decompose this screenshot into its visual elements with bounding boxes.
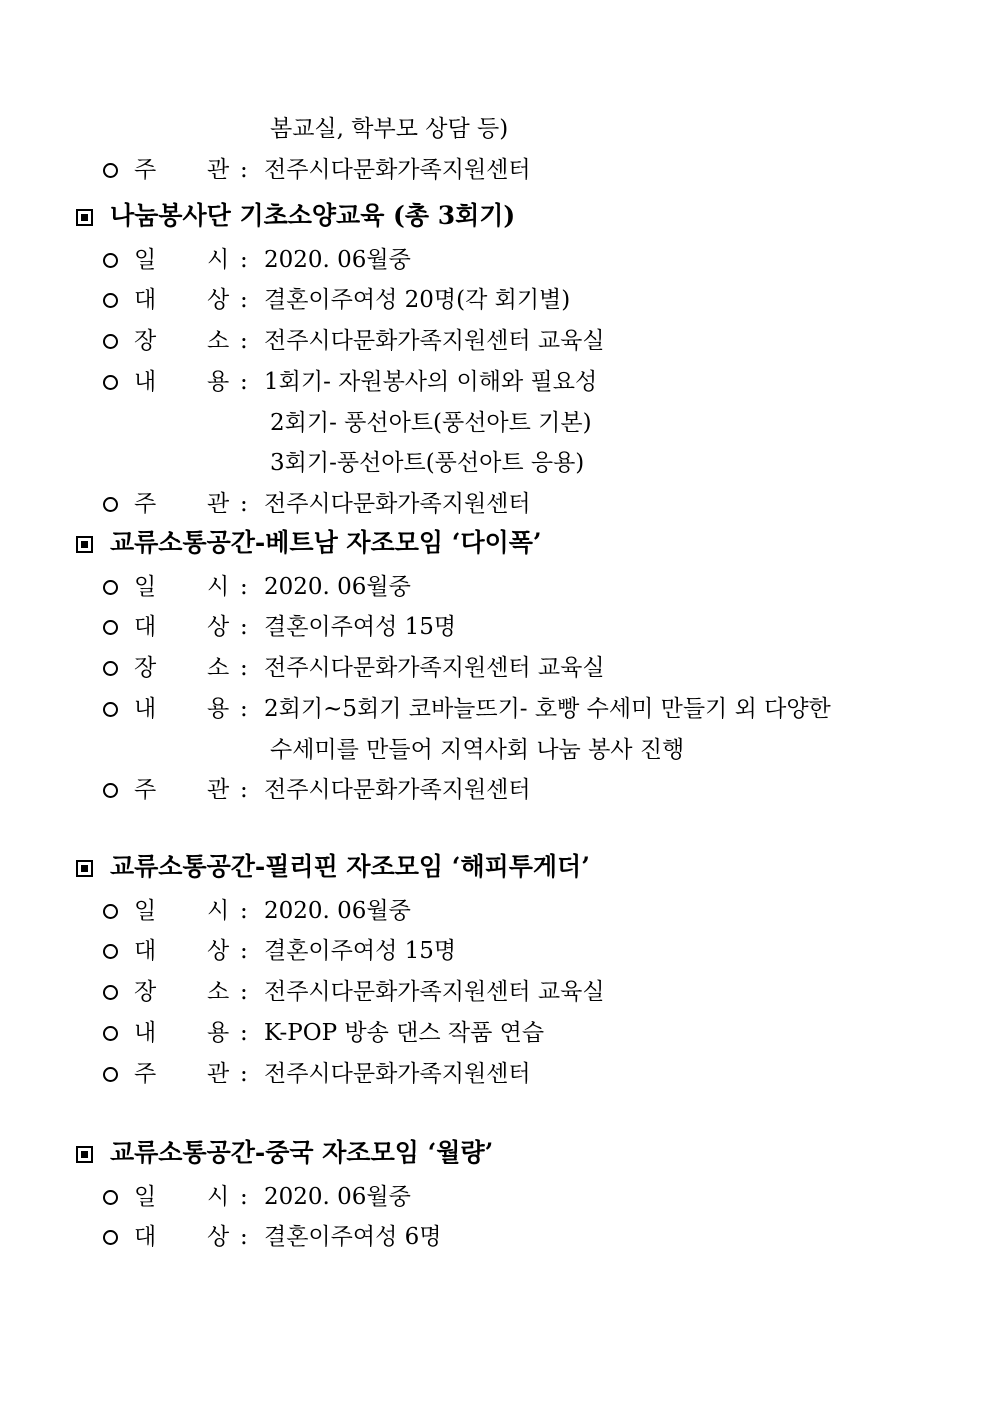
list-bullet-icon xyxy=(103,253,118,268)
field-value: 1회기- 자원봉사의 이해와 필요성 xyxy=(264,368,598,395)
field-label-first: 장 xyxy=(134,655,157,682)
list-bullet-icon xyxy=(103,163,118,178)
field-label-first: 주 xyxy=(134,777,157,804)
list-bullet-icon xyxy=(103,783,118,798)
field-label-second: 소 xyxy=(207,979,230,1006)
field-value: 2020. 06월중 xyxy=(264,897,411,924)
field-label-second: 관 xyxy=(207,777,230,804)
field-colon: : xyxy=(240,695,248,722)
field-label-first: 일 xyxy=(134,897,157,924)
field-label-second: 시 xyxy=(207,897,230,924)
field-label-first: 대 xyxy=(134,938,157,965)
field-label-second: 상 xyxy=(207,614,230,641)
field-label-second: 용 xyxy=(207,368,230,395)
section-title: 교류소통공간-베트남 자조모임 ‘다이폭’ xyxy=(110,528,542,557)
field-colon: : xyxy=(240,328,248,355)
section-title: 나눔봉사단 기초소양교육 (총 3회기) xyxy=(110,201,516,230)
field-label-second: 상 xyxy=(207,938,230,965)
field-label-first: 일 xyxy=(134,573,157,600)
list-bullet-icon xyxy=(103,904,118,919)
field-value: 전주시다문화가족지원센터 교육실 xyxy=(264,979,605,1006)
field-label-first: 장 xyxy=(134,328,157,355)
list-bullet-icon xyxy=(103,661,118,676)
list-bullet-icon xyxy=(103,293,118,308)
field-label-first: 주 xyxy=(134,156,157,183)
section-square-icon xyxy=(76,536,93,553)
field-label-second: 소 xyxy=(207,655,230,682)
field-colon: : xyxy=(240,573,248,600)
field-label-second: 용 xyxy=(207,695,230,722)
list-bullet-icon xyxy=(103,1230,118,1245)
field-label-first: 내 xyxy=(134,695,157,722)
field-value: 전주시다문화가족지원센터 xyxy=(264,777,531,804)
continued-text: 봄교실, 학부모 상담 등) xyxy=(270,116,509,142)
list-bullet-icon xyxy=(103,1067,118,1082)
section-square-icon xyxy=(76,209,93,226)
field-label-first: 대 xyxy=(134,614,157,641)
field-label-first: 일 xyxy=(134,246,157,273)
field-label-second: 시 xyxy=(207,573,230,600)
field-value: 2회기~5회기 코바늘뜨기- 호빵 수세미 만들기 외 다양한 xyxy=(264,695,831,722)
field-colon: : xyxy=(240,156,248,183)
field-label-first: 주 xyxy=(134,1060,157,1087)
field-label-first: 내 xyxy=(134,1019,157,1046)
field-value: K-POP 방송 댄스 작품 연습 xyxy=(264,1019,545,1046)
section-title: 교류소통공간-중국 자조모임 ‘월량’ xyxy=(110,1138,494,1167)
list-bullet-icon xyxy=(103,497,118,512)
field-colon: : xyxy=(240,655,248,682)
section-title: 교류소통공간-필리핀 자조모임 ‘해피투게더’ xyxy=(110,852,590,881)
section-square-icon xyxy=(76,860,93,877)
field-colon: : xyxy=(240,979,248,1006)
field-value: 2020. 06월중 xyxy=(264,1183,411,1210)
field-label-second: 소 xyxy=(207,328,230,355)
field-colon: : xyxy=(240,246,248,273)
field-label-second: 시 xyxy=(207,246,230,273)
field-value: 2020. 06월중 xyxy=(264,246,411,273)
field-colon: : xyxy=(240,1183,248,1210)
field-value: 전주시다문화가족지원센터 xyxy=(264,1060,531,1087)
field-label-first: 내 xyxy=(134,368,157,395)
list-bullet-icon xyxy=(103,1026,118,1041)
field-label-first: 장 xyxy=(134,979,157,1006)
field-colon: : xyxy=(240,287,248,314)
field-colon: : xyxy=(240,614,248,641)
field-value: 결혼이주여성 15명 xyxy=(264,938,457,965)
field-value-continued: 2회기- 풍선아트(풍선아트 기본) xyxy=(270,409,592,436)
field-label-first: 대 xyxy=(134,1224,157,1251)
field-colon: : xyxy=(240,1019,248,1046)
field-label-second: 관 xyxy=(207,156,230,183)
field-label-second: 상 xyxy=(207,1224,230,1251)
field-colon: : xyxy=(240,368,248,395)
field-label-second: 용 xyxy=(207,1019,230,1046)
field-label-second: 상 xyxy=(207,287,230,314)
section-square-icon xyxy=(76,1146,93,1163)
field-value-continued: 수세미를 만들어 지역사회 나눔 봉사 진행 xyxy=(270,736,685,763)
field-colon: : xyxy=(240,1060,248,1087)
field-value: 전주시다문화가족지원센터 xyxy=(264,156,531,183)
field-colon: : xyxy=(240,938,248,965)
field-label-first: 일 xyxy=(134,1183,157,1210)
field-label-first: 대 xyxy=(134,287,157,314)
field-value: 전주시다문화가족지원센터 교육실 xyxy=(264,655,605,682)
list-bullet-icon xyxy=(103,1190,118,1205)
field-value: 결혼이주여성 15명 xyxy=(264,614,457,641)
list-bullet-icon xyxy=(103,702,118,717)
field-colon: : xyxy=(240,897,248,924)
list-bullet-icon xyxy=(103,334,118,349)
field-value: 결혼이주여성 6명 xyxy=(264,1224,442,1251)
list-bullet-icon xyxy=(103,944,118,959)
field-value: 전주시다문화가족지원센터 교육실 xyxy=(264,328,605,355)
field-label-second: 관 xyxy=(207,490,230,517)
list-bullet-icon xyxy=(103,620,118,635)
field-value: 결혼이주여성 20명(각 회기별) xyxy=(264,287,571,314)
list-bullet-icon xyxy=(103,985,118,1000)
field-colon: : xyxy=(240,490,248,517)
field-colon: : xyxy=(240,777,248,804)
list-bullet-icon xyxy=(103,375,118,390)
field-label-second: 시 xyxy=(207,1183,230,1210)
field-value: 2020. 06월중 xyxy=(264,573,411,600)
field-label-second: 관 xyxy=(207,1060,230,1087)
field-colon: : xyxy=(240,1224,248,1251)
field-value: 전주시다문화가족지원센터 xyxy=(264,490,531,517)
field-label-first: 주 xyxy=(134,490,157,517)
field-value-continued: 3회기-풍선아트(풍선아트 응용) xyxy=(270,450,585,477)
list-bullet-icon xyxy=(103,580,118,595)
